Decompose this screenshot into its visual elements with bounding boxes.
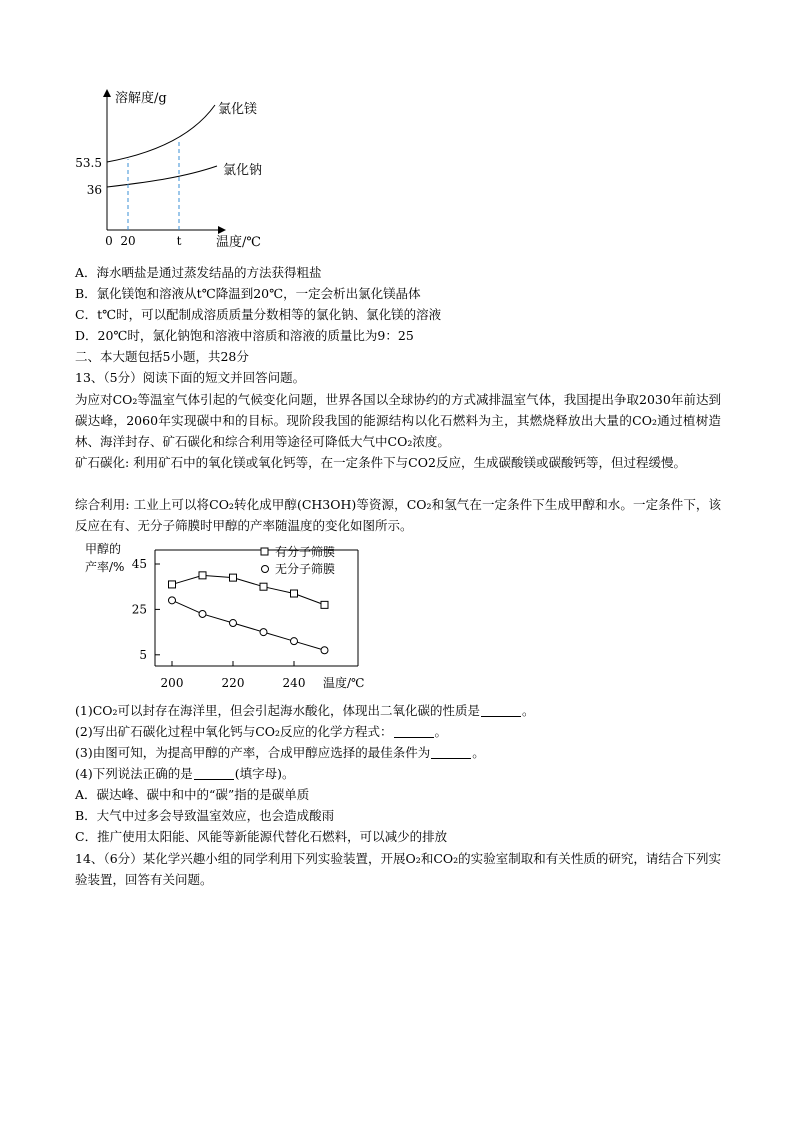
option-a: A．海水晒盐是通过蒸发结晶的方法获得粗盐 (75, 265, 322, 280)
square-data-point (260, 583, 267, 590)
q13-sub4-text: (4)下列说法正确的是 (75, 766, 193, 781)
mgcl2-label: 氯化镁 (218, 102, 258, 117)
q13-option-c: C．推广使用太阳能、风能等新能源代替化石燃料，可以减少的排放 (75, 829, 448, 844)
legend-circle-marker (262, 566, 269, 573)
q13-sub2 (75, 722, 721, 742)
methanol-yield-chart (75, 535, 385, 695)
yield-x-label: 温度/℃ (323, 676, 365, 690)
circle-data-point (230, 620, 237, 627)
square-data-point (230, 574, 237, 581)
answer-blank[interactable] (431, 745, 471, 759)
section-heading: 二、本大题包括5小题，共28分 (75, 349, 249, 364)
q13-sub4-end: (填字母)。 (234, 766, 295, 781)
yield-y-label-line2: 产率/% (85, 560, 125, 574)
q13-stem: 13、（5分）阅读下面的短文并回答问题。 (75, 370, 306, 385)
option-c: C．t℃时，可以配制成溶质质量分数相等的氯化钠、氯化镁的溶液 (75, 307, 442, 322)
x-tick-label: 240 (282, 676, 306, 690)
q14-stem: 14、（6分）某化学兴趣小组的同学利用下列实验装置，开展O₂和CO₂的实验室制取和有关性质的研究，请结合下列实验装置，回答有关问题。 (75, 851, 721, 887)
solubility-y-tick: 53.5 (75, 156, 102, 170)
series-line-1 (172, 575, 325, 605)
circle-data-point (169, 597, 176, 604)
square-data-point (199, 572, 206, 579)
series-line-2 (172, 600, 325, 650)
option-d: D．20℃时，氯化钠饱和溶液中溶质和溶液的质量比为9：25 (75, 328, 414, 343)
square-data-point (321, 601, 328, 608)
option-b: B．氯化镁饱和溶液从t℃降温到20℃，一定会析出氯化镁晶体 (75, 286, 421, 301)
q13-sub4 (75, 764, 721, 784)
y-tick-label: 5 (139, 647, 147, 662)
mgcl2-curve (107, 105, 215, 162)
q13-sub1-end: 。 (522, 703, 535, 718)
q13-option-b: B．大气中过多会导致温室效应，也会造成酸雨 (75, 808, 335, 823)
square-data-point (169, 581, 176, 588)
solubility-x-label: 温度/℃ (216, 235, 261, 250)
q13-sub3-text: (3)由图可知，为提高甲醇的产率，合成甲醇应选择的最佳条件为 (75, 745, 431, 760)
answer-blank[interactable] (394, 724, 434, 738)
legend-square-marker (261, 548, 268, 555)
q13-paragraph-3: 综合利用: 工业上可以将CO₂转化成甲醇(CH3OH)等资源，CO₂和氢气在一定条件下生成甲醇和水。一定条件下，该反应在有、无分子筛膜时甲醇的产率随温度的变化如图所示。 (75, 497, 721, 533)
q13-paragraph-1: 为应对CO₂等温室气体引起的气候变化问题，世界各国以全球协约的方式减排温室气体，我国提出争取2030年前达到碳达峰，2060年实现碳中和的目标。现阶段我国的能源结构以化石燃料为主，其燃烧释放出大量的CO₂通过植树造林、海洋封存、矿石碳化和综合利用等途径可降低大气中CO₂浓度。 (75, 392, 721, 449)
circle-data-point (260, 629, 267, 636)
circle-data-point (321, 647, 328, 654)
nacl-curve (107, 166, 217, 187)
legend-series-2: 无分子筛膜 (275, 562, 336, 576)
solubility-y-tick: 36 (86, 183, 102, 197)
y-tick-label: 45 (131, 557, 147, 571)
answer-blank[interactable] (481, 703, 521, 717)
nacl-label: 氯化钠 (223, 163, 263, 178)
solubility-x-tick: 20 (120, 234, 136, 248)
q13-sub3-end: 。 (472, 745, 485, 760)
q13-sub2-end: 。 (434, 724, 448, 739)
q13-option-a: A．碳达峰、碳中和中的“碳”指的是碳单质 (75, 787, 310, 802)
q13-sub2-text: (2)写出矿石碳化过程中氧化钙与CO₂反应的化学方程式： (75, 724, 393, 739)
circle-data-point (199, 610, 206, 617)
x-tick-label: 200 (160, 676, 184, 690)
q13-sub3 (75, 743, 721, 763)
solubility-x-tick: t (176, 234, 182, 248)
y-tick-label: 25 (131, 602, 147, 617)
x-tick-label: 220 (221, 676, 245, 690)
solubility-x-tick: 0 (105, 234, 113, 248)
yield-y-label-line1: 甲醇的 (85, 542, 122, 556)
legend-series-1: 有分子筛膜 (275, 545, 336, 559)
circle-data-point (291, 638, 298, 645)
answer-blank[interactable] (194, 766, 234, 780)
solubility-y-label: 溶解度/g (115, 91, 167, 106)
square-data-point (291, 590, 298, 597)
q13-sub1 (75, 701, 721, 721)
q13-paragraph-2: 矿石碳化: 利用矿石中的氧化镁或氧化钙等，在一定条件下与CO2反应，生成碳酸镁或碳酸钙等，但过程缓慢。 (75, 455, 686, 470)
solubility-chart (75, 85, 295, 255)
q13-sub1-text: (1)CO₂可以封存在海洋里，但会引起海水酸化，体现出二氧化碳的性质是 (75, 703, 481, 718)
